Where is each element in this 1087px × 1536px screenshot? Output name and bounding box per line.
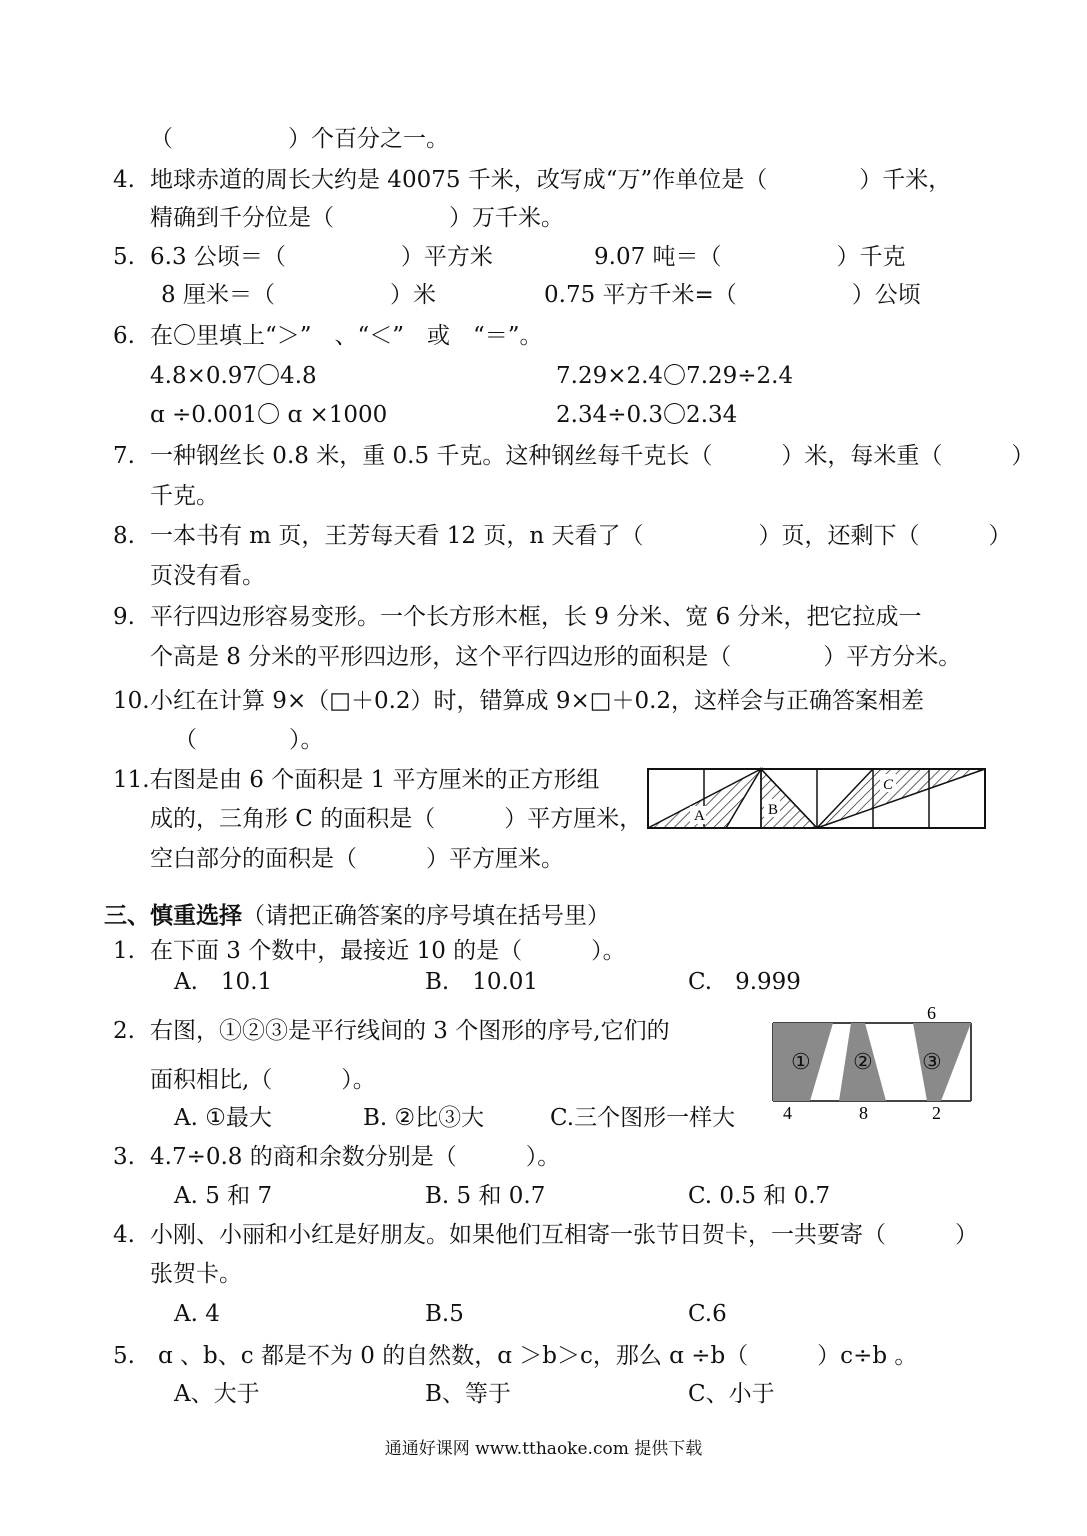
q5-number: 5. <box>113 244 135 270</box>
q9-number: 9. <box>113 604 135 630</box>
q3-tail: （ ）个百分之一。 <box>150 126 449 152</box>
q4-number: 4. <box>113 167 135 193</box>
q6-item-d: 2.34÷0.3〇2.34 <box>556 402 738 428</box>
mc-q4-line1: 小刚、小丽和小红是好朋友。如果他们互相寄一张节日贺卡，一共要寄（ ） <box>150 1222 978 1248</box>
q8-line2: 页没有看。 <box>150 563 265 589</box>
mc-q5-option-b: B、等于 <box>425 1381 511 1407</box>
mc-q1-option-a: A. 10.1 <box>174 969 273 995</box>
q10-line1: 小红在计算 9×（□＋0.2）时，错算成 9×□＋0.2，这样会与正确答案相差 <box>150 688 925 714</box>
mc-q1-option-c: C. 9.999 <box>688 969 801 995</box>
q9-line2: 个高是 8 分米的平形四边形，这个平行四边形的面积是（ ）平方分米。 <box>150 644 962 670</box>
mark-1: ① <box>791 1049 811 1074</box>
label-b: B <box>768 802 779 818</box>
q11-line3: 空白部分的面积是（ ）平方厘米。 <box>150 846 564 872</box>
q10-line2: （ ）。 <box>174 727 324 753</box>
bottom-label-2: 8 <box>859 1103 868 1123</box>
q4-line2: 精确到千分位是（ ）万千米。 <box>150 205 564 231</box>
q7-line2: 千克。 <box>150 483 219 509</box>
mc-q2-line1: 右图，①②③是平行线间的 3 个图形的序号,它们的 <box>150 1018 670 1044</box>
q9-line1: 平行四边形容易变形。一个长方形木框，长 9 分米、宽 6 分米，把它拉成一 <box>150 604 922 630</box>
q8-number: 8. <box>113 523 135 549</box>
q11-line1: 右图是由 6 个面积是 1 平方厘米的正方形组 <box>150 767 600 793</box>
mc-q2-option-b: B. ②比③大 <box>363 1105 485 1131</box>
top-label: 6 <box>927 1003 936 1023</box>
bottom-label-1: 4 <box>783 1103 792 1123</box>
mc-q2-option-a: A. ①最大 <box>174 1105 272 1131</box>
section-heading <box>104 901 610 931</box>
q11-number: 11. <box>113 767 150 793</box>
mc-q1-option-b: B. 10.01 <box>425 969 539 995</box>
mc-q1-number: 1. <box>113 938 135 964</box>
mc-q5-stem: ɑ 、b、c 都是不为 0 的自然数，ɑ ＞b＞c，那么 ɑ ÷b（ ）c÷b 。 <box>158 1343 918 1369</box>
mark-3: ③ <box>922 1049 942 1074</box>
q11-line2: 成的，三角形 C 的面积是（ ）平方厘米， <box>150 806 643 832</box>
mc-q2-line2: 面积相比,（ ）。 <box>150 1067 376 1093</box>
label-a: A <box>694 808 705 824</box>
bottom-label-3: 2 <box>932 1103 941 1123</box>
label-c: C <box>883 777 894 793</box>
mc-q4-line2: 张贺卡。 <box>150 1261 242 1287</box>
q10-number: 10. <box>113 688 150 714</box>
q11-squares-figure <box>646 766 988 832</box>
mc-q5-option-c: C、小于 <box>688 1381 775 1407</box>
mc-q4-option-c: C.6 <box>688 1301 727 1327</box>
q6-item-c: ɑ ÷0.001〇 ɑ ×1000 <box>150 402 388 428</box>
mc-q2-number: 2. <box>113 1018 135 1044</box>
mc-q4-option-b: B.5 <box>425 1301 464 1327</box>
mc-q3-stem: 4.7÷0.8 的商和余数分别是（ ）。 <box>150 1144 561 1170</box>
mc-q2-option-c: C.三个图形一样大 <box>550 1105 736 1131</box>
mc-q3-option-b: B. 5 和 0.7 <box>425 1183 546 1209</box>
section-title: 三、慎重选择 <box>104 902 242 929</box>
q5-item-c: 8 厘米＝（ ）米 <box>161 282 436 308</box>
parallel-shapes-figure <box>765 1003 977 1125</box>
mc-q1-stem: 在下面 3 个数中，最接近 10 的是（ ）。 <box>150 938 626 964</box>
q5-item-a: 6.3 公顷＝（ ）平方米 <box>150 244 493 270</box>
mc-q3-option-a: A. 5 和 7 <box>174 1183 273 1209</box>
mc-q5-number: 5. <box>113 1343 135 1369</box>
q6-item-a: 4.8×0.97〇4.8 <box>150 363 317 389</box>
mc-q3-number: 3. <box>113 1144 135 1170</box>
q4-line1: 地球赤道的周长大约是 40075 千米，改写成“万”作单位是（ ）千米， <box>150 167 952 193</box>
triangle-c <box>817 769 985 828</box>
q8-line1: 一本书有 m 页，王芳每天看 12 页，n 天看了（ ）页，还剩下（ ） <box>150 523 1012 549</box>
mc-q3-option-c: C. 0.5 和 0.7 <box>688 1183 831 1209</box>
mc-q5-option-a: A、大于 <box>174 1381 260 1407</box>
q6-stem: 在〇里填上“＞” 、“＜” 或 “＝”。 <box>150 323 543 349</box>
q5-item-b: 9.07 吨＝（ ）千克 <box>594 244 906 270</box>
section-note: （请把正确答案的序号填在括号里） <box>242 903 610 929</box>
mark-2: ② <box>853 1049 873 1074</box>
footer-credit: 通通好课网 www.tthaoke.com 提供下载 <box>384 1439 703 1459</box>
q7-number: 7. <box>113 443 135 469</box>
q6-item-b: 7.29×2.4〇7.29÷2.4 <box>556 363 794 389</box>
mc-q4-option-a: A. 4 <box>174 1301 220 1327</box>
q5-item-d: 0.75 平方千米=（ ）公顷 <box>544 282 921 308</box>
q7-line1: 一种钢丝长 0.8 米，重 0.5 千克。这种钢丝每千克长（ ）米，每米重（ ） <box>150 443 1035 469</box>
q6-number: 6. <box>113 323 135 349</box>
mc-q4-number: 4. <box>113 1222 135 1248</box>
